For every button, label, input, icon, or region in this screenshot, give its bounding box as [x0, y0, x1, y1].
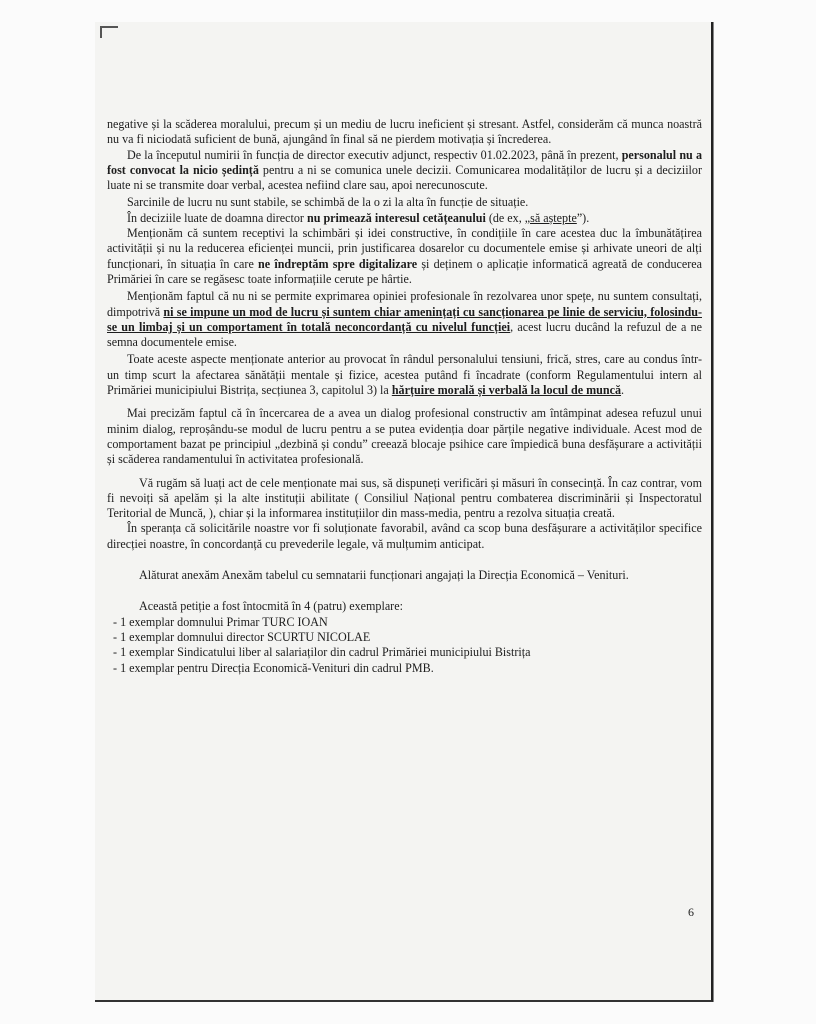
paragraph-harassment: Toate aceste aspecte menționate anterior au provocat în rândul personalului tensiuni, frică, stres, care au condus într-un timp scurt la afectarea sănătății mentale și fizice, acestea putând fi încadrate (conform Regulamentului intern al Primăriei municipiului Bistrița, secțiunea 3, capitolul 3) la hărțuire morală și verbală la locul de muncă.	[107, 352, 702, 398]
paragraph-meetings: De la începutul numirii în funcția de director executiv adjunct, respectiv 01.02.2023, până în prezent, personalul nu a fost convocat la nicio ședință pentru a ni se comunica unele decizii. Comunicarea modalităților de lucru și a deciziilor luate ni se transmite doar verbal, acestea nefiind clare sau, apoi nerecunoscute.	[107, 147, 702, 193]
underlined-quote: „să aștepte	[524, 210, 577, 225]
paragraph-request: Vă rugăm să luați act de cele menționate mai sus, să dispuneți verificări și măsuri în consecință. În caz contrar, vom fi nevoiți să apelăm și la alte instituții abilitate ( Consiliul Național pentru combaterea discriminării și Inspectoratul Teritorial de Muncă, ), chiar și la informarea instituțiilor din mass-media, pentru a rezolva situația creată.	[107, 475, 702, 521]
paragraph-annex: Alăturat anexăm Anexăm tabelul cu semnatarii funcționari angajați la Direcția Economică – Venituri.	[139, 568, 629, 583]
paragraph-morale: negative și la scăderea moralului, precum și un mediu de lucru ineficient și stresant. Astfel, considerăm că munca noastră nu va fi niciodată suficient de bună, ajungând în final să ne pierdem motivația și încrederea.	[107, 117, 702, 147]
paragraph-threats: Menționăm faptul că nu ni se permite exprimarea opiniei profesionale în rezolvarea unor spețe, nu suntem consultați, dimpotrivă ni se impune un mod de lucru și suntem chiar amenințați cu sancționarea pe linie de serviciu, folosindu-se un limbaj și un comportament în totală neconcordanță cu nivelul funcției, acest lucru ducând la refuzul de a ne semna documentele emise.	[107, 289, 702, 350]
emphasis-harassment: hărțuire morală și verbală la locul de muncă	[391, 383, 622, 398]
document-body	[107, 117, 702, 676]
list-item: - 1 exemplar pentru Direcția Economică-Venituri din cadrul PMB.	[113, 661, 702, 676]
paragraph-hope: În speranța că solicitările noastre vor fi soluționate favorabil, având ca scop buna desfășurare a activităților specifice direcției noastre, în concordanță cu prevederile legale, vă mulțumim anticipat.	[107, 521, 702, 551]
paragraph-tasks: Sarcinile de lucru nu sunt stabile, se schimbă de la o zi la alta în funcție de situație.	[127, 195, 529, 210]
list-item: - 1 exemplar domnului Primar TURC IOAN	[113, 615, 702, 630]
scan-corner-mark	[100, 26, 118, 38]
emphasis-citizen-interest: nu primează interesul cetățeanului	[306, 210, 486, 225]
list-item: - 1 exemplar domnului director SCURTU NICOLAE	[113, 630, 702, 645]
emphasis-threats: ni se impune un mod de lucru și suntem chiar amenințați cu sancționarea pe linie de serviciu, folosindu-se un limbaj și un comportament în totală neconcordanță cu nivelul funcției	[107, 304, 702, 334]
page-number: 6	[688, 905, 694, 919]
paragraph-citizen-interest: În deciziile luate de doamna director nu primează interesul cetățeanului (de ex, „să aștepte”).	[127, 210, 590, 225]
emphasis-no-meeting: personalul nu a fost convocat la nicio ședință	[107, 147, 702, 177]
emphasis-digitalization: ne îndreptăm spre digitalizare	[258, 256, 418, 271]
copies-list	[107, 615, 702, 676]
paragraph-digitalization: Menționăm că suntem receptivi la schimbări și idei constructive, în condițiile în care acestea duc la îmbunătățirea activității și nu la reducerea eficienței muncii, prin justificarea dosarelor cu documentele emise și arhivate uneori de alți funcționari, în situația în care ne îndreptăm spre digitalizare și deținem o aplicație informatică agreată de conducerea Primăriei în care se regăsesc toate informațiile cerute pe hârtie.	[107, 226, 702, 286]
paragraph-dialog: Mai precizăm faptul că în încercarea de a avea un dialog profesional constructiv am întâmpinat adesea refuzul unui minim dialog, reproșându-se modul de lucru pentru a se putea evidenția doar părțile negative individuale. Acest mod de comportament bazat pe principiul „dezbină și condu” creează blocaje psihice care împiedică buna desfășurare a activității și scăderea randamentului în activitatea profesională.	[107, 406, 702, 467]
list-item: - 1 exemplar Sindicatului liber al salariaților din cadrul Primăriei municipiului Bistrița	[113, 645, 702, 660]
paragraph-copies-intro: Această petiție a fost întocmită în 4 (patru) exemplare:	[139, 599, 403, 614]
